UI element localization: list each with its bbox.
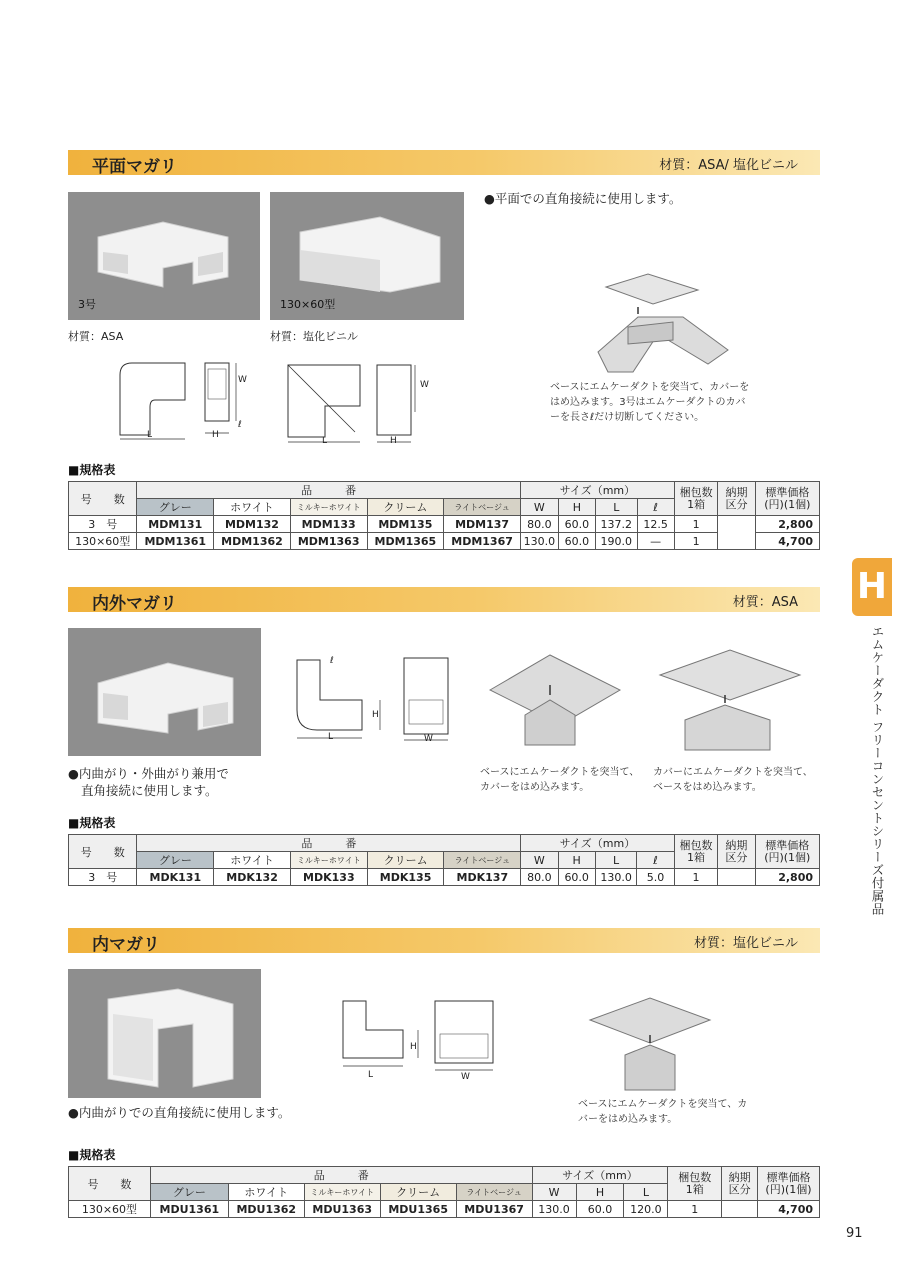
- dim-l: L: [595, 852, 636, 869]
- color-light-beige: ライトベージュ: [456, 1184, 532, 1201]
- cell-ell: 12.5: [637, 516, 674, 533]
- photo-caption: 3号: [78, 298, 96, 311]
- cell-pack: 1: [674, 516, 718, 533]
- material-label-pvc: 材質：塩化ビニル: [270, 330, 358, 343]
- header-model: 号 数: [69, 1167, 151, 1201]
- cell-w: 130.0: [532, 1201, 576, 1218]
- dim-label-w: W: [238, 375, 247, 385]
- dim-h: H: [576, 1184, 624, 1201]
- spec-table-title: ■規格表: [68, 816, 116, 830]
- bullet-description: ●平面での直角接続に使用します。: [484, 191, 682, 206]
- spec-table-title: ■規格表: [68, 1148, 116, 1162]
- dim-ell: ℓ: [637, 499, 674, 516]
- section-header-inner-elbow: [68, 928, 820, 953]
- table-row: [69, 516, 820, 533]
- cell-part: MDM1361: [137, 533, 214, 550]
- product-photo-130x60: [270, 192, 464, 320]
- dimension-drawing-130x60: [285, 362, 445, 452]
- install-caption: ベースにエムケーダクトを突当て、カバーをはめ込みます。3号はエムケーダクトのカバーを長さℓだけ切断してください。: [550, 382, 750, 423]
- color-milky-white: ミルキーホワイト: [290, 499, 367, 516]
- dim-label-l: L: [322, 436, 328, 446]
- dim-label-h: H: [212, 430, 219, 440]
- dim-label-w: W: [461, 1072, 470, 1082]
- cell-delivery: [718, 516, 755, 550]
- dim-ell: ℓ: [637, 852, 674, 869]
- cell-price: 2,800: [755, 869, 819, 886]
- cell-part: MDU1362: [228, 1201, 304, 1218]
- cell-part: MDM133: [290, 516, 367, 533]
- cell-price: 4,700: [758, 1201, 820, 1218]
- dim-label-h: H: [372, 710, 379, 720]
- spec-table-in-out-elbow: [68, 834, 820, 886]
- install-illustration-outer: [655, 645, 805, 755]
- cell-pack: 1: [674, 533, 718, 550]
- dim-l: L: [596, 499, 637, 516]
- header-size: サイズ（mm）: [532, 1167, 668, 1184]
- dim-w: W: [532, 1184, 576, 1201]
- install-illustration-flat: [578, 272, 758, 377]
- install-caption-inner: ベースにエムケーダクトを突当て、カバーをはめ込みます。: [480, 767, 640, 793]
- color-grey: グレー: [150, 1184, 228, 1201]
- elbow-photo-illustration: [68, 969, 261, 1098]
- cell-h: 60.0: [558, 869, 595, 886]
- bullet-line: 直角接続に使用します。: [81, 783, 218, 798]
- header-pack: 梱包数 1箱: [668, 1167, 722, 1201]
- dim-h: H: [558, 499, 595, 516]
- dim-label-ell: ℓ: [330, 656, 334, 666]
- header-size: サイズ（mm）: [521, 835, 674, 852]
- chapter-side-text: エムケーダクト フリーコンセントシリーズ付属品: [870, 625, 885, 916]
- header-size: サイズ（mm）: [520, 482, 674, 499]
- color-milky-white: ミルキーホワイト: [290, 852, 367, 869]
- cell-model: 130×60型: [69, 533, 137, 550]
- cell-part: MDK131: [137, 869, 214, 886]
- cell-part: MDM1367: [444, 533, 521, 550]
- color-cream: クリーム: [380, 1184, 456, 1201]
- cell-part: MDM1362: [214, 533, 291, 550]
- color-milky-white: ミルキーホワイト: [304, 1184, 380, 1201]
- cell-part: MDU1363: [304, 1201, 380, 1218]
- cell-part: MDK133: [290, 869, 367, 886]
- section-material: 材質：ASA: [732, 595, 798, 610]
- cell-h: 60.0: [558, 533, 595, 550]
- cell-part: MDU1367: [456, 1201, 532, 1218]
- cell-pack: 1: [668, 1201, 722, 1218]
- elbow-photo-illustration: [68, 192, 260, 320]
- cell-part: MDM1363: [290, 533, 367, 550]
- install-illustration-mdu: [585, 995, 715, 1095]
- cell-ell: —: [637, 533, 674, 550]
- bullet-description: ●内曲がりでの直角接続に使用します。: [68, 1105, 291, 1120]
- install-illustration-inner: [485, 645, 625, 755]
- header-part-number: 品 番: [150, 1167, 532, 1184]
- cell-part: MDU1361: [150, 1201, 228, 1218]
- cell-l: 190.0: [596, 533, 637, 550]
- dim-label-h: H: [390, 436, 397, 446]
- table-row: [69, 533, 820, 550]
- cell-h: 60.0: [558, 516, 595, 533]
- cell-pack: 1: [674, 869, 718, 886]
- photo-caption: 130×60型: [280, 298, 336, 311]
- cell-l: 120.0: [624, 1201, 668, 1218]
- dim-h: H: [558, 852, 595, 869]
- color-white: ホワイト: [214, 499, 291, 516]
- cell-w: 80.0: [521, 869, 558, 886]
- cell-part: MDM1365: [367, 533, 444, 550]
- elbow-photo-illustration: [68, 628, 261, 756]
- cell-part: MDM131: [137, 516, 214, 533]
- color-white: ホワイト: [214, 852, 291, 869]
- header-pack: 梱包数 1箱: [674, 835, 718, 869]
- header-delivery: 納期 区分: [718, 482, 755, 516]
- color-grey: グレー: [137, 852, 214, 869]
- bullet-line: ●内曲がり・外曲がり兼用で: [68, 766, 229, 781]
- header-delivery: 納期 区分: [718, 835, 755, 869]
- header-pack: 梱包数 1箱: [674, 482, 718, 516]
- cell-model: 3 号: [69, 869, 137, 886]
- chapter-tab: H: [852, 558, 892, 616]
- cell-part: MDU1365: [380, 1201, 456, 1218]
- dim-label-w: W: [424, 734, 433, 744]
- material-label-asa: 材質：ASA: [68, 330, 124, 343]
- color-cream: クリーム: [367, 499, 444, 516]
- color-light-beige: ライトベージュ: [444, 499, 521, 516]
- cell-part: MDK137: [444, 869, 521, 886]
- header-delivery: 納期 区分: [722, 1167, 758, 1201]
- table-row: [69, 1201, 820, 1218]
- dim-l: L: [624, 1184, 668, 1201]
- cell-model: 130×60型: [69, 1201, 151, 1218]
- cell-part: MDM137: [444, 516, 521, 533]
- cell-l: 130.0: [595, 869, 636, 886]
- header-part-number: 品 番: [137, 482, 521, 499]
- page-number: 91: [846, 1226, 863, 1241]
- dim-label-l: L: [328, 732, 334, 742]
- cell-delivery: [718, 869, 755, 886]
- table-row: [69, 869, 820, 886]
- section-material: 材質：塩化ビニル: [693, 936, 798, 951]
- install-caption: ベースにエムケーダクトを突当て、カバーをはめ込みます。: [578, 1099, 748, 1125]
- cell-model: 3 号: [69, 516, 137, 533]
- section-material: 材質：ASA/ 塩化ビニル: [659, 158, 798, 173]
- cell-part: MDM135: [367, 516, 444, 533]
- cell-price: 2,800: [755, 516, 819, 533]
- cell-delivery: [722, 1201, 758, 1218]
- dim-label-h: H: [410, 1042, 417, 1052]
- install-caption-outer: カバーにエムケーダクトを突当て、ベースをはめ込みます。: [653, 767, 813, 793]
- color-grey: グレー: [137, 499, 214, 516]
- spec-table-title: ■規格表: [68, 463, 116, 477]
- cell-part: MDK135: [367, 869, 444, 886]
- dim-label-w: W: [420, 380, 429, 390]
- cell-w: 80.0: [520, 516, 558, 533]
- dim-label-l: L: [368, 1070, 374, 1080]
- cell-h: 60.0: [576, 1201, 624, 1218]
- cell-l: 137.2: [596, 516, 637, 533]
- section-title: 平面マガリ: [92, 157, 177, 177]
- color-white: ホワイト: [228, 1184, 304, 1201]
- dim-w: W: [521, 852, 558, 869]
- dimension-drawing-3go: [110, 355, 270, 445]
- color-cream: クリーム: [367, 852, 444, 869]
- dim-label-l: L: [147, 430, 153, 440]
- spec-table-inner-elbow: [68, 1166, 820, 1218]
- section-header-flat-elbow: [68, 150, 820, 175]
- color-light-beige: ライトベージュ: [444, 852, 521, 869]
- cell-price: 4,700: [755, 533, 819, 550]
- dim-w: W: [520, 499, 558, 516]
- cell-ell: 5.0: [637, 869, 674, 886]
- section-title: 内外マガリ: [92, 594, 177, 614]
- header-price: 標準価格 (円)(1個): [755, 835, 819, 869]
- dim-label-ell: ℓ: [238, 420, 242, 430]
- cell-w: 130.0: [520, 533, 558, 550]
- section-title: 内マガリ: [92, 935, 160, 955]
- dimension-drawing-mdu: [338, 996, 508, 1086]
- section-header-in-out-elbow: [68, 587, 820, 612]
- product-photo-mdk: [68, 628, 261, 756]
- bullet-description: [68, 765, 229, 799]
- product-photo-3go: [68, 192, 260, 320]
- dimension-drawing-mdk: [292, 650, 462, 750]
- cell-part: MDM132: [214, 516, 291, 533]
- product-photo-mdu: [68, 969, 261, 1098]
- header-model: 号 数: [69, 482, 137, 516]
- cell-part: MDK132: [214, 869, 291, 886]
- header-part-number: 品 番: [137, 835, 521, 852]
- spec-table-flat-elbow: [68, 481, 820, 550]
- header-price: 標準価格 (円)(1個): [758, 1167, 820, 1201]
- header-price: 標準価格 (円)(1個): [755, 482, 819, 516]
- header-model: 号 数: [69, 835, 137, 869]
